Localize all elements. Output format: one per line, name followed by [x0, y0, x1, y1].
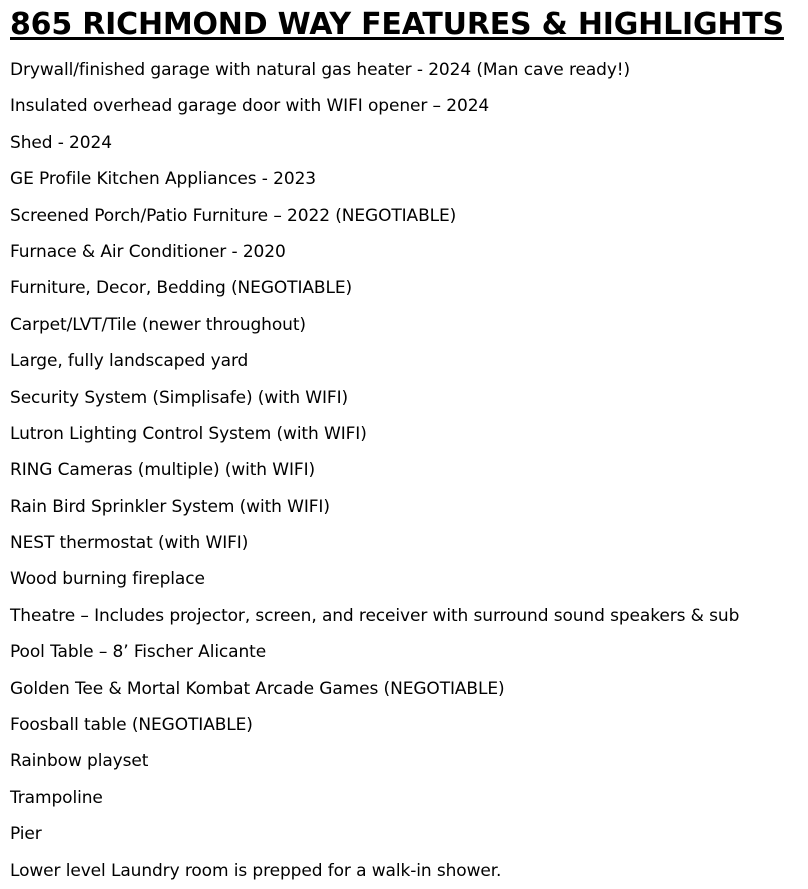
document: [10, 6, 800, 889]
feature-item: Shed - 2024: [10, 132, 112, 153]
feature-item: Insulated overhead garage door with WIFI opener – 2024: [10, 96, 490, 117]
feature-item: Wood burning fireplace: [10, 569, 205, 590]
feature-item: GE Profile Kitchen Appliances - 2023: [10, 169, 316, 190]
page-title: 865 RICHMOND WAY FEATURES & HIGHLIGHTS: [10, 7, 784, 42]
features-list: [10, 52, 800, 889]
feature-item: Security System (Simplisafe) (with WIFI): [10, 387, 349, 408]
feature-item: Trampoline: [10, 787, 103, 808]
feature-item: Rain Bird Sprinkler System (with WIFI): [10, 496, 330, 517]
feature-item: RING Cameras (multiple) (with WIFI): [10, 460, 316, 481]
feature-item: Golden Tee & Mortal Kombat Arcade Games (NEGOTIABLE): [10, 678, 505, 699]
feature-item: Drywall/finished garage with natural gas heater - 2024 (Man cave ready!): [10, 60, 631, 80]
feature-item: Large, fully landscaped yard: [10, 351, 249, 372]
feature-item: NEST thermostat (with WIFI): [10, 533, 249, 554]
feature-item: Pier: [10, 824, 42, 845]
feature-item: Carpet/LVT/Tile (newer throughout): [10, 314, 306, 335]
feature-item: Rainbow playset: [10, 751, 149, 772]
feature-item: Foosball table (NEGOTIABLE): [10, 715, 253, 736]
feature-item: Furniture, Decor, Bedding (NEGOTIABLE): [10, 278, 353, 299]
feature-item: Pool Table – 8’ Fischer Alicante: [10, 642, 267, 663]
feature-item: Theatre – Includes projector, screen, and receiver with surround sound speakers & sub: [10, 605, 740, 626]
feature-item: Furnace & Air Conditioner - 2020: [10, 241, 286, 262]
feature-item: Lutron Lighting Control System (with WIFI): [10, 423, 367, 444]
feature-item: Screened Porch/Patio Furniture – 2022 (NEGOTIABLE): [10, 205, 457, 226]
feature-item: Lower level Laundry room is prepped for a walk-in shower.: [10, 860, 502, 881]
